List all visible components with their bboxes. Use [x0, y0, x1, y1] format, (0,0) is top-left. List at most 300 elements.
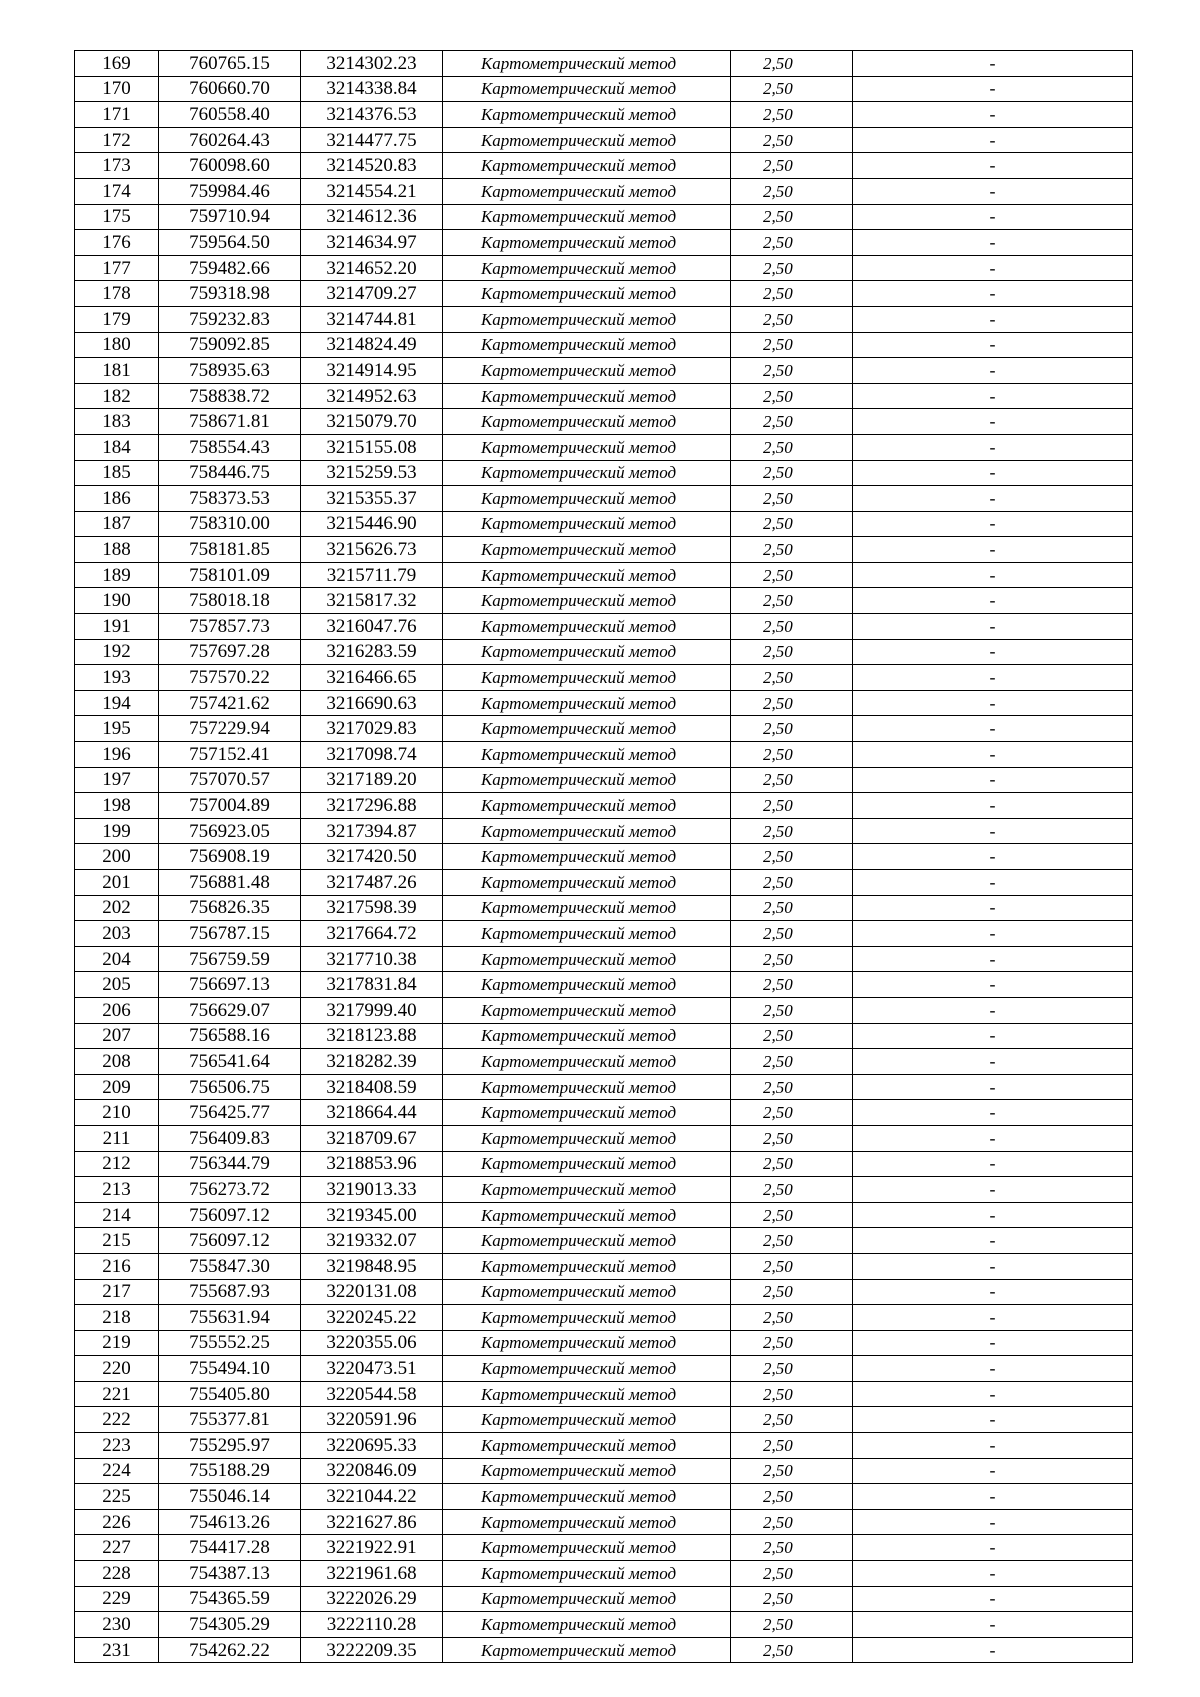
- accuracy-cell: 2,50: [731, 1561, 853, 1587]
- table-row: [75, 281, 1133, 307]
- point-number-cell: 184: [75, 434, 159, 460]
- x-coordinate-cell: 756629.07: [159, 997, 301, 1023]
- y-coordinate-cell: 3218709.67: [301, 1125, 443, 1151]
- method-cell: Картометрический метод: [443, 1407, 731, 1433]
- description-cell: -: [853, 178, 1133, 204]
- method-cell: Картометрический метод: [443, 844, 731, 870]
- coordinates-table-container: [74, 50, 1132, 1663]
- description-cell: -: [853, 102, 1133, 128]
- table-row: [75, 178, 1133, 204]
- table-row: [75, 1279, 1133, 1305]
- point-number-cell: 206: [75, 997, 159, 1023]
- accuracy-cell: 2,50: [731, 1356, 853, 1382]
- accuracy-cell: 2,50: [731, 1074, 853, 1100]
- method-cell: Картометрический метод: [443, 1023, 731, 1049]
- x-coordinate-cell: 756425.77: [159, 1100, 301, 1126]
- accuracy-cell: 2,50: [731, 1125, 853, 1151]
- description-cell: -: [853, 972, 1133, 998]
- table-row: [75, 767, 1133, 793]
- method-cell: Картометрический метод: [443, 665, 731, 691]
- accuracy-cell: 2,50: [731, 1458, 853, 1484]
- description-cell: -: [853, 1253, 1133, 1279]
- description-cell: -: [853, 1561, 1133, 1587]
- accuracy-cell: 2,50: [731, 614, 853, 640]
- point-number-cell: 198: [75, 793, 159, 819]
- coordinates-table: [74, 50, 1133, 1663]
- method-cell: Картометрический метод: [443, 1279, 731, 1305]
- x-coordinate-cell: 757570.22: [159, 665, 301, 691]
- x-coordinate-cell: 758018.18: [159, 588, 301, 614]
- point-number-cell: 194: [75, 690, 159, 716]
- accuracy-cell: 2,50: [731, 230, 853, 256]
- point-number-cell: 215: [75, 1228, 159, 1254]
- point-number-cell: 187: [75, 511, 159, 537]
- accuracy-cell: 2,50: [731, 102, 853, 128]
- description-cell: -: [853, 614, 1133, 640]
- table-row: [75, 486, 1133, 512]
- method-cell: Картометрический метод: [443, 306, 731, 332]
- x-coordinate-cell: 758181.85: [159, 537, 301, 563]
- accuracy-cell: 2,50: [731, 1637, 853, 1663]
- accuracy-cell: 2,50: [731, 434, 853, 460]
- description-cell: -: [853, 1202, 1133, 1228]
- x-coordinate-cell: 759318.98: [159, 281, 301, 307]
- table-row: [75, 742, 1133, 768]
- y-coordinate-cell: 3218282.39: [301, 1049, 443, 1075]
- y-coordinate-cell: 3214634.97: [301, 230, 443, 256]
- method-cell: Картометрический метод: [443, 1305, 731, 1331]
- method-cell: Картометрический метод: [443, 588, 731, 614]
- method-cell: Картометрический метод: [443, 1151, 731, 1177]
- accuracy-cell: 2,50: [731, 358, 853, 384]
- point-number-cell: 223: [75, 1433, 159, 1459]
- table-row: [75, 230, 1133, 256]
- accuracy-cell: 2,50: [731, 486, 853, 512]
- x-coordinate-cell: 755377.81: [159, 1407, 301, 1433]
- table-row: [75, 1177, 1133, 1203]
- accuracy-cell: 2,50: [731, 1049, 853, 1075]
- x-coordinate-cell: 756759.59: [159, 946, 301, 972]
- y-coordinate-cell: 3214612.36: [301, 204, 443, 230]
- table-row: [75, 1330, 1133, 1356]
- method-cell: Картометрический метод: [443, 486, 731, 512]
- y-coordinate-cell: 3214744.81: [301, 306, 443, 332]
- y-coordinate-cell: 3215817.32: [301, 588, 443, 614]
- point-number-cell: 192: [75, 639, 159, 665]
- point-number-cell: 189: [75, 562, 159, 588]
- y-coordinate-cell: 3214824.49: [301, 332, 443, 358]
- y-coordinate-cell: 3215079.70: [301, 409, 443, 435]
- x-coordinate-cell: 760264.43: [159, 127, 301, 153]
- method-cell: Картометрический метод: [443, 281, 731, 307]
- description-cell: -: [853, 332, 1133, 358]
- method-cell: Картометрический метод: [443, 1074, 731, 1100]
- y-coordinate-cell: 3220544.58: [301, 1381, 443, 1407]
- point-number-cell: 180: [75, 332, 159, 358]
- x-coordinate-cell: 754262.22: [159, 1637, 301, 1663]
- x-coordinate-cell: 756826.35: [159, 895, 301, 921]
- method-cell: Картометрический метод: [443, 614, 731, 640]
- table-row: [75, 51, 1133, 77]
- method-cell: Картометрический метод: [443, 511, 731, 537]
- table-row: [75, 844, 1133, 870]
- point-number-cell: 195: [75, 716, 159, 742]
- description-cell: -: [853, 1586, 1133, 1612]
- accuracy-cell: 2,50: [731, 997, 853, 1023]
- x-coordinate-cell: 758671.81: [159, 409, 301, 435]
- method-cell: Картометрический метод: [443, 1509, 731, 1535]
- x-coordinate-cell: 755847.30: [159, 1253, 301, 1279]
- method-cell: Картометрический метод: [443, 434, 731, 460]
- description-cell: -: [853, 358, 1133, 384]
- table-row: [75, 434, 1133, 460]
- description-cell: -: [853, 255, 1133, 281]
- description-cell: -: [853, 230, 1133, 256]
- table-row: [75, 562, 1133, 588]
- method-cell: Картометрический метод: [443, 1253, 731, 1279]
- point-number-cell: 225: [75, 1484, 159, 1510]
- table-row: [75, 1151, 1133, 1177]
- method-cell: Картометрический метод: [443, 639, 731, 665]
- description-cell: -: [853, 1074, 1133, 1100]
- accuracy-cell: 2,50: [731, 1407, 853, 1433]
- y-coordinate-cell: 3214376.53: [301, 102, 443, 128]
- x-coordinate-cell: 756697.13: [159, 972, 301, 998]
- description-cell: -: [853, 1535, 1133, 1561]
- point-number-cell: 216: [75, 1253, 159, 1279]
- x-coordinate-cell: 758310.00: [159, 511, 301, 537]
- method-cell: Картометрический метод: [443, 358, 731, 384]
- description-cell: -: [853, 434, 1133, 460]
- point-number-cell: 220: [75, 1356, 159, 1382]
- method-cell: Картометрический метод: [443, 1535, 731, 1561]
- method-cell: Картометрический метод: [443, 51, 731, 77]
- accuracy-cell: 2,50: [731, 1330, 853, 1356]
- description-cell: -: [853, 511, 1133, 537]
- accuracy-cell: 2,50: [731, 1202, 853, 1228]
- description-cell: -: [853, 1509, 1133, 1535]
- accuracy-cell: 2,50: [731, 870, 853, 896]
- table-row: [75, 665, 1133, 691]
- x-coordinate-cell: 756541.64: [159, 1049, 301, 1075]
- method-cell: Картометрический метод: [443, 1561, 731, 1587]
- description-cell: -: [853, 1381, 1133, 1407]
- y-coordinate-cell: 3218664.44: [301, 1100, 443, 1126]
- description-cell: -: [853, 486, 1133, 512]
- method-cell: Картометрический метод: [443, 409, 731, 435]
- description-cell: -: [853, 1330, 1133, 1356]
- accuracy-cell: 2,50: [731, 511, 853, 537]
- x-coordinate-cell: 756409.83: [159, 1125, 301, 1151]
- description-cell: -: [853, 665, 1133, 691]
- point-number-cell: 175: [75, 204, 159, 230]
- point-number-cell: 170: [75, 76, 159, 102]
- y-coordinate-cell: 3220245.22: [301, 1305, 443, 1331]
- point-number-cell: 172: [75, 127, 159, 153]
- point-number-cell: 181: [75, 358, 159, 384]
- x-coordinate-cell: 754365.59: [159, 1586, 301, 1612]
- y-coordinate-cell: 3217098.74: [301, 742, 443, 768]
- method-cell: Картометрический метод: [443, 1049, 731, 1075]
- point-number-cell: 199: [75, 818, 159, 844]
- table-row: [75, 409, 1133, 435]
- table-row: [75, 716, 1133, 742]
- table-row: [75, 102, 1133, 128]
- accuracy-cell: 2,50: [731, 255, 853, 281]
- point-number-cell: 191: [75, 614, 159, 640]
- accuracy-cell: 2,50: [731, 562, 853, 588]
- accuracy-cell: 2,50: [731, 716, 853, 742]
- description-cell: -: [853, 921, 1133, 947]
- point-number-cell: 177: [75, 255, 159, 281]
- y-coordinate-cell: 3218853.96: [301, 1151, 443, 1177]
- accuracy-cell: 2,50: [731, 1023, 853, 1049]
- point-number-cell: 211: [75, 1125, 159, 1151]
- description-cell: -: [853, 716, 1133, 742]
- accuracy-cell: 2,50: [731, 1433, 853, 1459]
- x-coordinate-cell: 758101.09: [159, 562, 301, 588]
- accuracy-cell: 2,50: [731, 921, 853, 947]
- point-number-cell: 176: [75, 230, 159, 256]
- method-cell: Картометрический метод: [443, 1202, 731, 1228]
- method-cell: Картометрический метод: [443, 1330, 731, 1356]
- accuracy-cell: 2,50: [731, 844, 853, 870]
- point-number-cell: 228: [75, 1561, 159, 1587]
- method-cell: Картометрический метод: [443, 946, 731, 972]
- table-row: [75, 895, 1133, 921]
- point-number-cell: 210: [75, 1100, 159, 1126]
- table-row: [75, 818, 1133, 844]
- x-coordinate-cell: 757070.57: [159, 767, 301, 793]
- x-coordinate-cell: 758935.63: [159, 358, 301, 384]
- x-coordinate-cell: 759710.94: [159, 204, 301, 230]
- method-cell: Картометрический метод: [443, 1612, 731, 1638]
- table-row: [75, 1586, 1133, 1612]
- description-cell: -: [853, 1305, 1133, 1331]
- table-row: [75, 204, 1133, 230]
- description-cell: -: [853, 153, 1133, 179]
- point-number-cell: 178: [75, 281, 159, 307]
- table-row: [75, 1561, 1133, 1587]
- accuracy-cell: 2,50: [731, 690, 853, 716]
- x-coordinate-cell: 756881.48: [159, 870, 301, 896]
- point-number-cell: 222: [75, 1407, 159, 1433]
- method-cell: Картометрический метод: [443, 742, 731, 768]
- point-number-cell: 197: [75, 767, 159, 793]
- point-number-cell: 186: [75, 486, 159, 512]
- accuracy-cell: 2,50: [731, 1253, 853, 1279]
- table-row: [75, 793, 1133, 819]
- y-coordinate-cell: 3218123.88: [301, 1023, 443, 1049]
- table-row: [75, 870, 1133, 896]
- y-coordinate-cell: 3219848.95: [301, 1253, 443, 1279]
- description-cell: -: [853, 51, 1133, 77]
- accuracy-cell: 2,50: [731, 946, 853, 972]
- point-number-cell: 213: [75, 1177, 159, 1203]
- method-cell: Картометрический метод: [443, 1458, 731, 1484]
- description-cell: -: [853, 690, 1133, 716]
- table-row: [75, 1433, 1133, 1459]
- y-coordinate-cell: 3220473.51: [301, 1356, 443, 1382]
- y-coordinate-cell: 3221922.91: [301, 1535, 443, 1561]
- table-row: [75, 332, 1133, 358]
- y-coordinate-cell: 3214554.21: [301, 178, 443, 204]
- table-body: [75, 51, 1133, 1663]
- table-row: [75, 614, 1133, 640]
- point-number-cell: 185: [75, 460, 159, 486]
- description-cell: -: [853, 793, 1133, 819]
- method-cell: Картометрический метод: [443, 1177, 731, 1203]
- description-cell: -: [853, 306, 1133, 332]
- table-row: [75, 1535, 1133, 1561]
- x-coordinate-cell: 754613.26: [159, 1509, 301, 1535]
- y-coordinate-cell: 3217487.26: [301, 870, 443, 896]
- y-coordinate-cell: 3217029.83: [301, 716, 443, 742]
- table-row: [75, 1202, 1133, 1228]
- y-coordinate-cell: 3220846.09: [301, 1458, 443, 1484]
- method-cell: Картометрический метод: [443, 716, 731, 742]
- x-coordinate-cell: 759984.46: [159, 178, 301, 204]
- x-coordinate-cell: 759482.66: [159, 255, 301, 281]
- description-cell: -: [853, 1228, 1133, 1254]
- accuracy-cell: 2,50: [731, 153, 853, 179]
- accuracy-cell: 2,50: [731, 972, 853, 998]
- x-coordinate-cell: 758446.75: [159, 460, 301, 486]
- x-coordinate-cell: 756344.79: [159, 1151, 301, 1177]
- description-cell: -: [853, 588, 1133, 614]
- accuracy-cell: 2,50: [731, 332, 853, 358]
- description-cell: -: [853, 127, 1133, 153]
- description-cell: -: [853, 1023, 1133, 1049]
- accuracy-cell: 2,50: [731, 306, 853, 332]
- accuracy-cell: 2,50: [731, 1381, 853, 1407]
- table-row: [75, 1381, 1133, 1407]
- table-row: [75, 460, 1133, 486]
- method-cell: Картометрический метод: [443, 1100, 731, 1126]
- method-cell: Картометрический метод: [443, 230, 731, 256]
- point-number-cell: 188: [75, 537, 159, 563]
- y-coordinate-cell: 3220131.08: [301, 1279, 443, 1305]
- y-coordinate-cell: 3219332.07: [301, 1228, 443, 1254]
- method-cell: Картометрический метод: [443, 1125, 731, 1151]
- table-row: [75, 383, 1133, 409]
- y-coordinate-cell: 3219345.00: [301, 1202, 443, 1228]
- x-coordinate-cell: 759092.85: [159, 332, 301, 358]
- point-number-cell: 227: [75, 1535, 159, 1561]
- table-row: [75, 358, 1133, 384]
- y-coordinate-cell: 3222110.28: [301, 1612, 443, 1638]
- accuracy-cell: 2,50: [731, 1535, 853, 1561]
- y-coordinate-cell: 3221044.22: [301, 1484, 443, 1510]
- x-coordinate-cell: 759564.50: [159, 230, 301, 256]
- method-cell: Картометрический метод: [443, 895, 731, 921]
- table-row: [75, 1074, 1133, 1100]
- description-cell: -: [853, 281, 1133, 307]
- point-number-cell: 217: [75, 1279, 159, 1305]
- y-coordinate-cell: 3216047.76: [301, 614, 443, 640]
- table-row: [75, 1049, 1133, 1075]
- x-coordinate-cell: 759232.83: [159, 306, 301, 332]
- description-cell: -: [853, 562, 1133, 588]
- description-cell: -: [853, 460, 1133, 486]
- description-cell: -: [853, 1637, 1133, 1663]
- x-coordinate-cell: 756787.15: [159, 921, 301, 947]
- y-coordinate-cell: 3220695.33: [301, 1433, 443, 1459]
- description-cell: -: [853, 1151, 1133, 1177]
- y-coordinate-cell: 3216283.59: [301, 639, 443, 665]
- description-cell: -: [853, 1433, 1133, 1459]
- y-coordinate-cell: 3217420.50: [301, 844, 443, 870]
- y-coordinate-cell: 3222209.35: [301, 1637, 443, 1663]
- accuracy-cell: 2,50: [731, 793, 853, 819]
- point-number-cell: 204: [75, 946, 159, 972]
- accuracy-cell: 2,50: [731, 281, 853, 307]
- x-coordinate-cell: 758838.72: [159, 383, 301, 409]
- description-cell: -: [853, 895, 1133, 921]
- y-coordinate-cell: 3214709.27: [301, 281, 443, 307]
- x-coordinate-cell: 755405.80: [159, 1381, 301, 1407]
- y-coordinate-cell: 3220591.96: [301, 1407, 443, 1433]
- y-coordinate-cell: 3214652.20: [301, 255, 443, 281]
- description-cell: -: [853, 639, 1133, 665]
- accuracy-cell: 2,50: [731, 1509, 853, 1535]
- method-cell: Картометрический метод: [443, 1484, 731, 1510]
- table-row: [75, 306, 1133, 332]
- x-coordinate-cell: 758554.43: [159, 434, 301, 460]
- description-cell: -: [853, 76, 1133, 102]
- point-number-cell: 230: [75, 1612, 159, 1638]
- x-coordinate-cell: 755046.14: [159, 1484, 301, 1510]
- y-coordinate-cell: 3214477.75: [301, 127, 443, 153]
- y-coordinate-cell: 3215626.73: [301, 537, 443, 563]
- accuracy-cell: 2,50: [731, 895, 853, 921]
- y-coordinate-cell: 3217189.20: [301, 767, 443, 793]
- accuracy-cell: 2,50: [731, 460, 853, 486]
- table-row: [75, 537, 1133, 563]
- description-cell: -: [853, 1125, 1133, 1151]
- accuracy-cell: 2,50: [731, 1228, 853, 1254]
- method-cell: Картометрический метод: [443, 562, 731, 588]
- accuracy-cell: 2,50: [731, 383, 853, 409]
- method-cell: Картометрический метод: [443, 127, 731, 153]
- point-number-cell: 205: [75, 972, 159, 998]
- y-coordinate-cell: 3215711.79: [301, 562, 443, 588]
- y-coordinate-cell: 3217394.87: [301, 818, 443, 844]
- accuracy-cell: 2,50: [731, 1177, 853, 1203]
- point-number-cell: 193: [75, 665, 159, 691]
- table-row: [75, 690, 1133, 716]
- method-cell: Картометрический метод: [443, 178, 731, 204]
- accuracy-cell: 2,50: [731, 1279, 853, 1305]
- table-row: [75, 946, 1133, 972]
- y-coordinate-cell: 3215155.08: [301, 434, 443, 460]
- x-coordinate-cell: 758373.53: [159, 486, 301, 512]
- description-cell: -: [853, 870, 1133, 896]
- x-coordinate-cell: 755687.93: [159, 1279, 301, 1305]
- table-row: [75, 921, 1133, 947]
- method-cell: Картометрический метод: [443, 921, 731, 947]
- x-coordinate-cell: 754387.13: [159, 1561, 301, 1587]
- y-coordinate-cell: 3216466.65: [301, 665, 443, 691]
- accuracy-cell: 2,50: [731, 76, 853, 102]
- accuracy-cell: 2,50: [731, 742, 853, 768]
- point-number-cell: 171: [75, 102, 159, 128]
- y-coordinate-cell: 3217831.84: [301, 972, 443, 998]
- y-coordinate-cell: 3216690.63: [301, 690, 443, 716]
- description-cell: -: [853, 742, 1133, 768]
- description-cell: -: [853, 1612, 1133, 1638]
- point-number-cell: 179: [75, 306, 159, 332]
